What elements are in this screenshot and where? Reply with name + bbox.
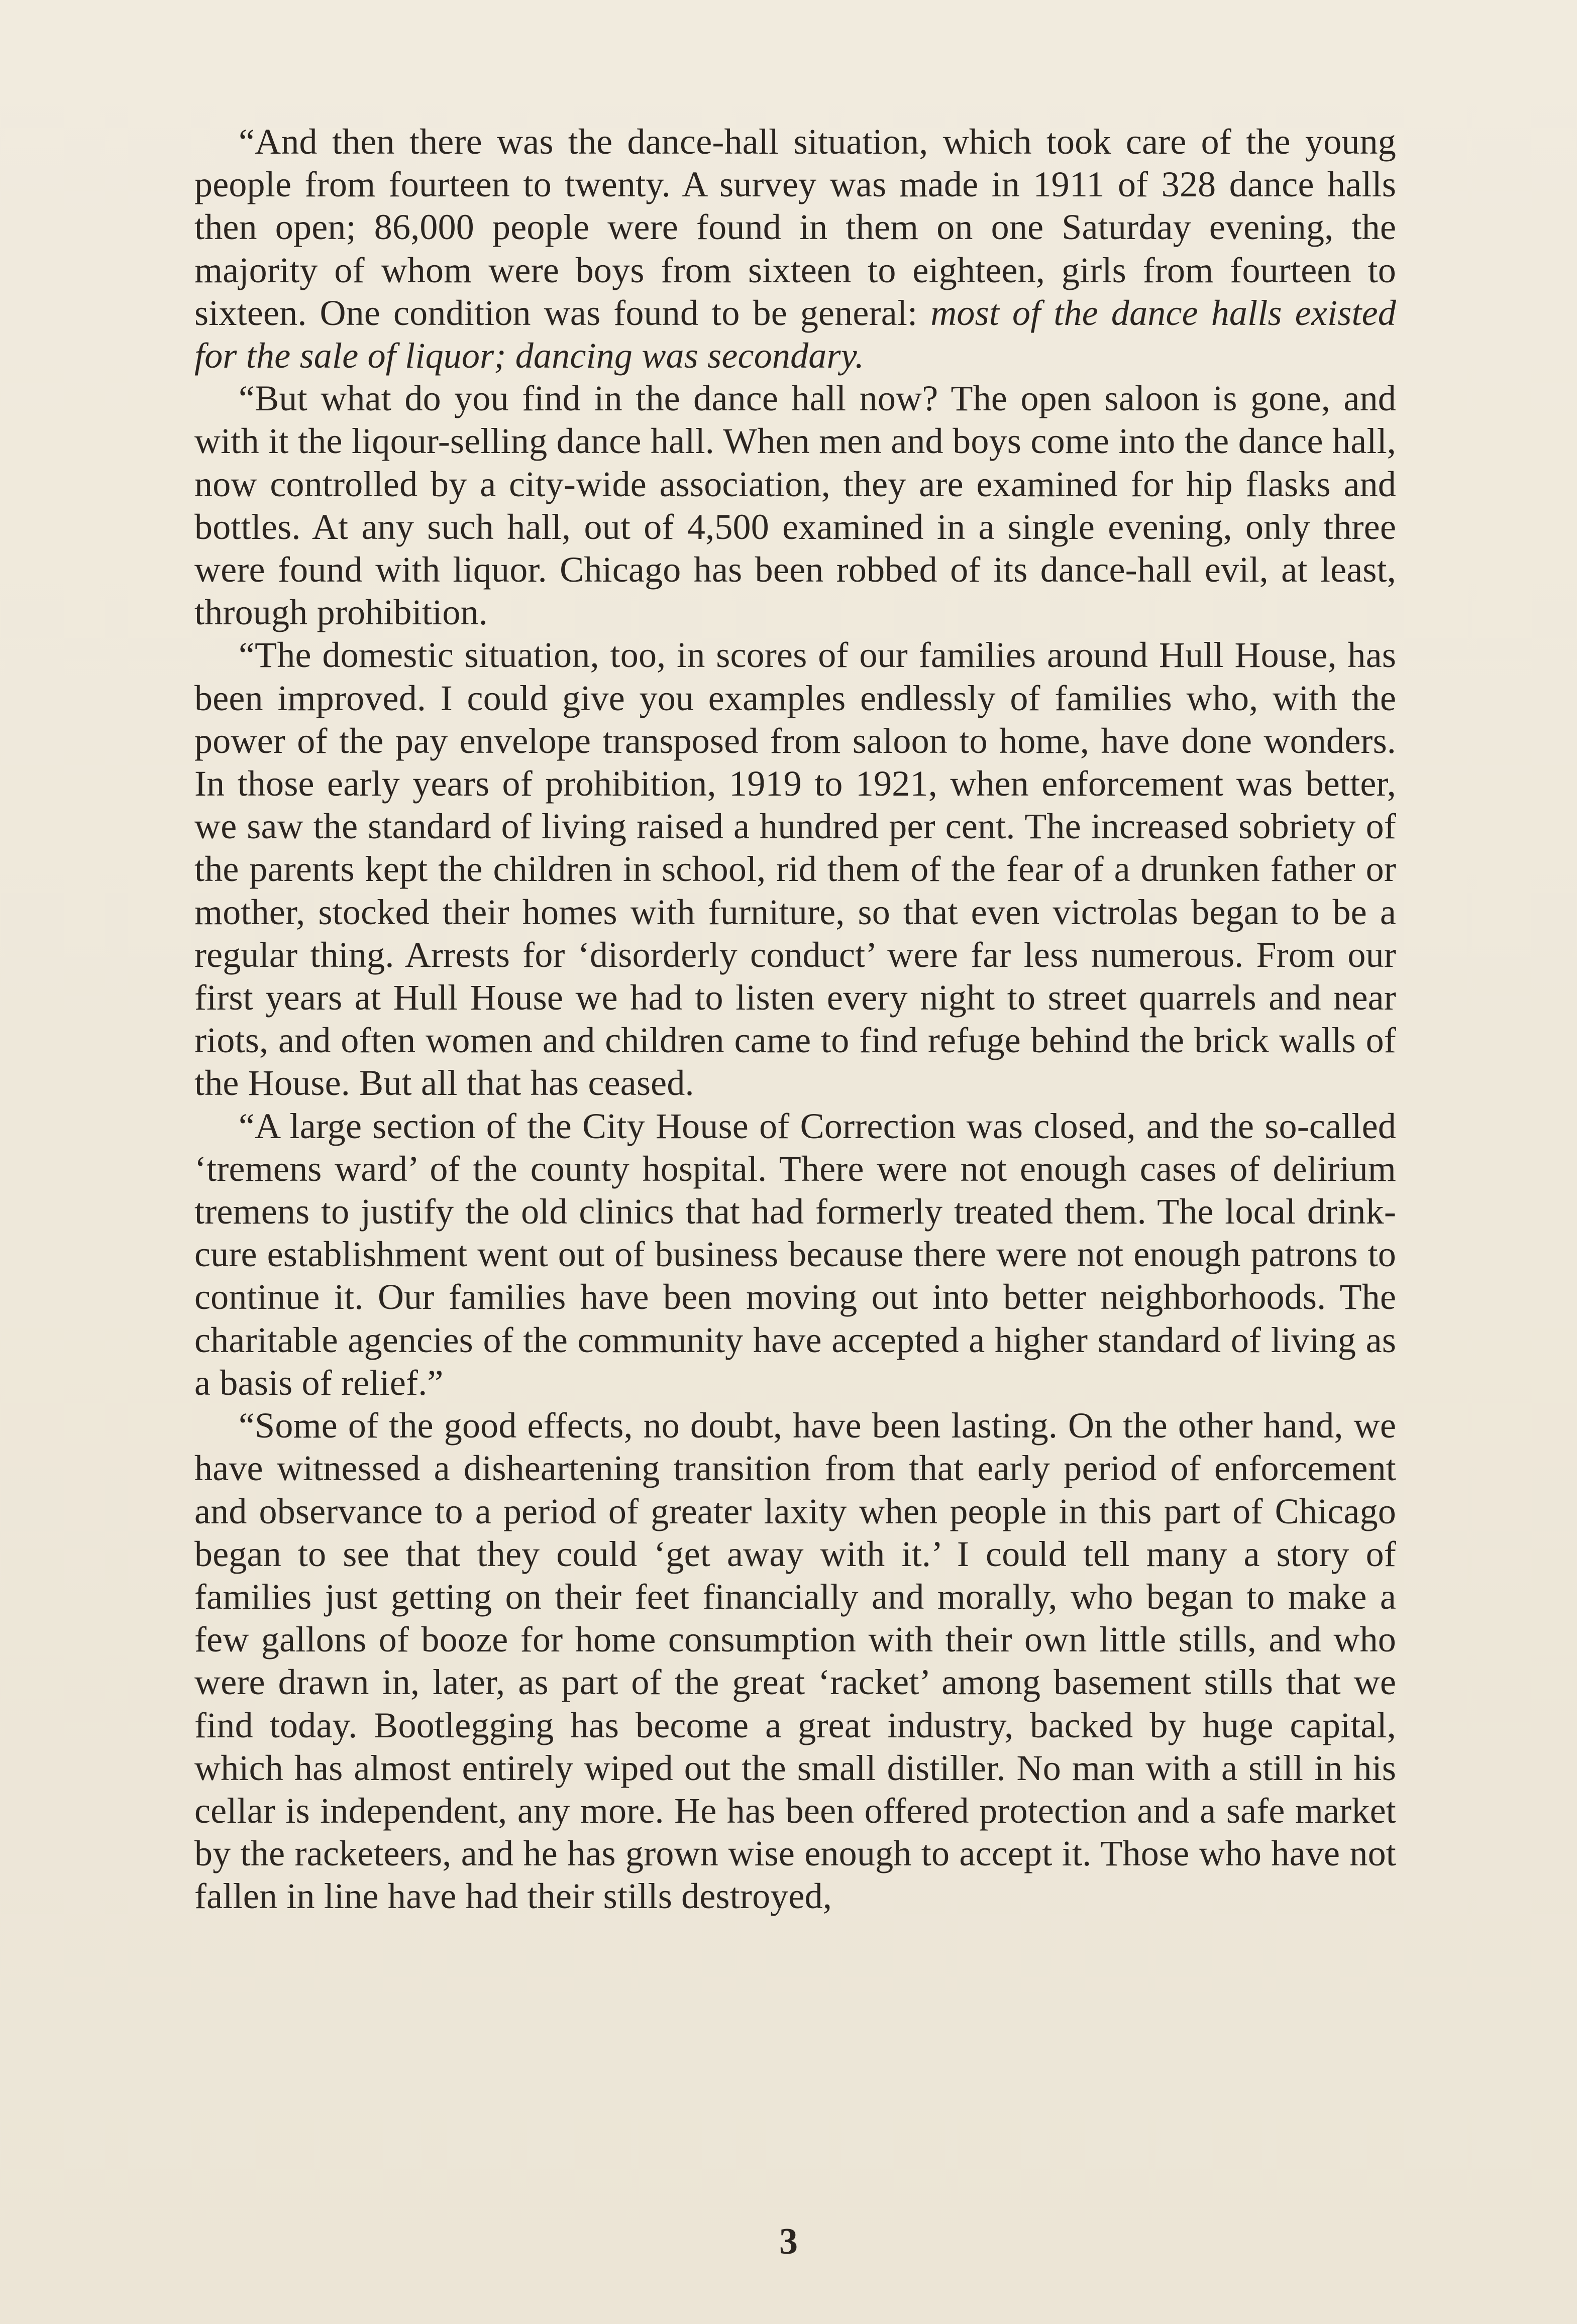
paragraph-dance-hall xyxy=(194,121,1396,377)
page-number: 3 xyxy=(779,2221,798,2262)
paragraph-house-of-correction: “A large section of the City House of Correction was closed, and the so-called ‘tremens ward’ of the county hospital. There were not enough cases of delirium tremens to justify the old clinics that had formerly treated them. The local drink-cure establishment went out of business because there were not enough patrons to continue it. Our families have been moving out into better neighborhoods. The charitable agencies of the community have accepted a higher standard of living as a basis of relief.” xyxy=(194,1105,1396,1403)
paragraph-domestic-situation: “The domestic situation, too, in scores of our families around Hull House, has been improved. I could give you examples endlessly of families who, with the power of the pay envelope transposed from saloon to home, have done wonders. In those early years of prohibition, 1919 to 1921, when enforcement was better, we saw the standard of living raised a hundred per cent. The increased sobriety of the parents kept the children in school, rid them of the fear of a drunken father or mother, stocked their homes with furniture, so that even victrolas began to be a regular thing. Arrests for ‘disorderly conduct’ were far less numerous. From our first years at Hull House we had to listen every night to street quarrels and near riots, and often women and children came to find refuge behind the brick walls of the House. But all that has ceased. xyxy=(194,635,1396,1103)
body-text xyxy=(194,121,1396,1918)
paragraph-dance-hall-now: “But what do you find in the dance hall now? The open saloon is gone, and with it the liqour-selling dance hall. When men and boys come into the dance hall, now controlled by a city-wide association, they are examined for hip flasks and bottles. At any such hall, out of 4,500 examined in a single evening, only three were found with liquor. Chicago has been robbed of its dance-hall evil, at least, through prohibition. xyxy=(194,378,1396,633)
paragraph-good-effects: “Some of the good effects, no doubt, have been lasting. On the other hand, we have witnessed a disheartening transition from that early period of enforcement and observance to a period of greater laxity when people in this part of Chicago began to see that they could ‘get away with it.’ I could tell many a story of families just getting on their feet financially and morally, who began to make a few gallons of booze for home consumption with their own little stills, and who were drawn in, later, as part of the great ‘racket’ among basement stills that we find today. Bootlegging has become a great industry, backed by huge capital, which has almost entirely wiped out the small distiller. No man with a still in his cellar is independent, any more. He has been offered protection and a safe market by the racketeers, and he has grown wise enough to accept it. Those who have not fallen in line have had their stills destroyed, xyxy=(194,1405,1396,1917)
paragraph-dance-hall-emphasis: most of the dance halls existed for the sale of liquor; dancing was secondary. xyxy=(194,292,1397,376)
paragraph-dance-hall-text: “And then there was the dance-hall situation, which took care of the young people from fourteen to twenty. A survey was made in 1911 of 328 dance halls then open; 86,000 people were found in them on one Saturday evening, the majority of whom were boys from sixteen to eighteen, girls from fourteen to sixteen. One condition was found to be general: xyxy=(194,122,1396,333)
